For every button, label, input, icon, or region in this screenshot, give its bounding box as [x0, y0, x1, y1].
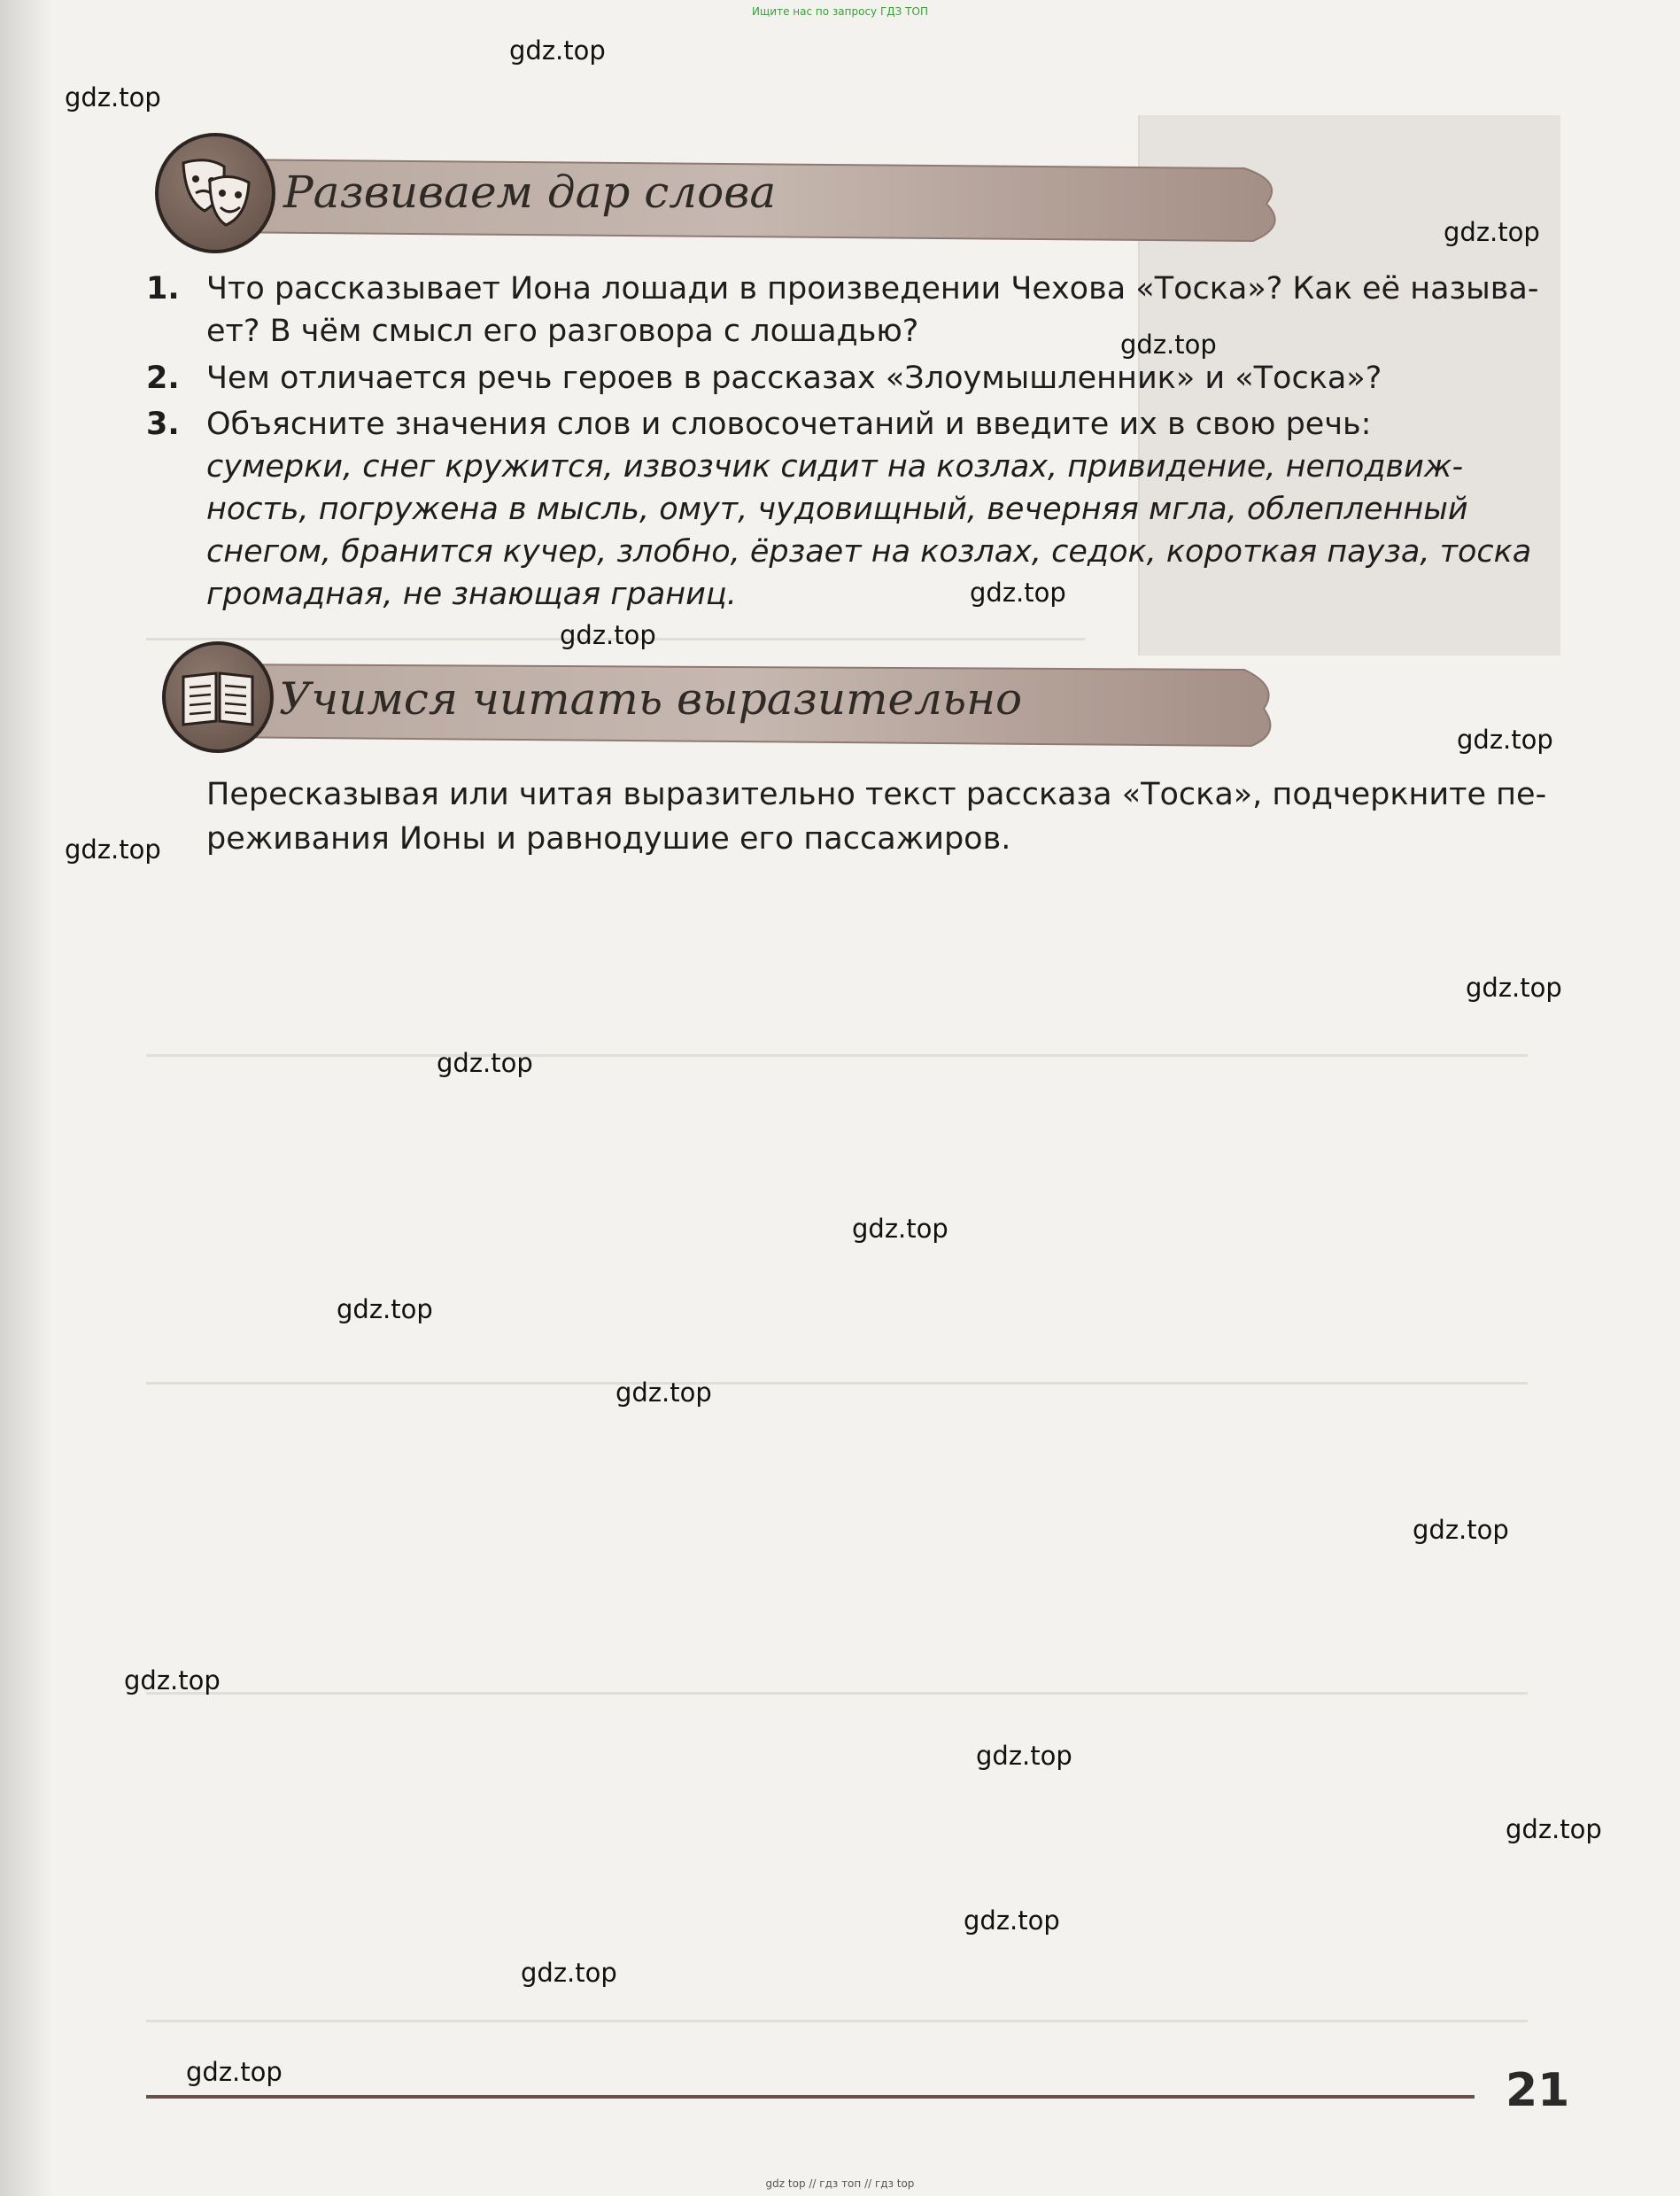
task-item-2	[146, 357, 1563, 400]
bleed-through-line	[146, 1054, 1528, 1057]
task-text: Объясните значения слов и словосочетаний и введите их в свою речь:	[206, 407, 1372, 442]
watermark: gdz.top	[964, 1905, 1060, 1936]
footer-rule	[146, 2095, 1475, 2099]
watermark: gdz.top	[1457, 725, 1553, 755]
watermark: gdz.top	[521, 1958, 617, 1988]
section-title-vocabulary: Развиваем дар слова	[283, 167, 777, 218]
vocabulary-word-list: сумерки, снег кружится, извозчик сидит на козлах, привидение, неподвиж-ность, погружена в мысль, омут, чудовищный, вечерняя мгла, облепленный снегом, бранится кучер, злобно, ёрзает на козлах, седок, короткая пауза, тоска громадная, не знающая границ.	[206, 449, 1532, 612]
watermark: gdz.top	[65, 82, 161, 113]
theatre-masks-icon	[155, 133, 275, 253]
task-item-3	[146, 403, 1563, 446]
open-book-icon	[162, 641, 274, 753]
watermark: gdz.top	[1444, 217, 1540, 247]
watermark: gdz.top	[186, 2057, 283, 2087]
section-banner-vocabulary	[146, 133, 1297, 257]
watermark: gdz.top	[509, 35, 606, 66]
task-text: Что рассказывает Иона лошади в произведении Чехова «Тоска»? Как её называ-ет? В чём смысл его разговора с лошадью?	[206, 271, 1539, 349]
watermark: gdz.top	[65, 834, 161, 865]
task-item-1	[146, 268, 1563, 353]
watermark: gdz.top	[1466, 973, 1562, 1003]
section-title-reading: Учимся читать выразительно	[279, 673, 1023, 725]
watermark: gdz.top	[560, 620, 656, 650]
watermark: gdz.top	[437, 1048, 533, 1078]
task-number: 1.	[146, 271, 180, 307]
page-binding-shadow	[0, 0, 53, 2196]
reading-task-text: Пересказывая или читая выразительно текст рассказа «Тоска», подчеркните пе-реживания Ионы и равнодушие его пассажиров.	[206, 777, 1547, 857]
watermark: gdz.top	[852, 1214, 948, 1244]
search-hint: Ищите нас по запросу ГДЗ ТОП	[752, 5, 928, 18]
watermark: gdz.top	[976, 1741, 1072, 1771]
watermark: gdz.top	[337, 1294, 433, 1324]
bleed-through-line	[146, 1692, 1528, 1695]
task-number: 3.	[146, 407, 180, 442]
bleed-through-line	[146, 1382, 1528, 1385]
page-number: 21	[1506, 2064, 1570, 2117]
watermark: gdz.top	[1506, 1814, 1602, 1844]
watermark: gdz.top	[1120, 330, 1217, 360]
watermark: gdz.top	[970, 578, 1066, 608]
watermark: gdz.top	[124, 1665, 221, 1695]
task-text: Чем отличается речь героев в рассказах «Злоумышленник» и «Тоска»?	[206, 361, 1382, 396]
bleed-through-line	[146, 2020, 1528, 2022]
section-banner-reading	[146, 638, 1297, 762]
bottom-watermark-note: gdz top // гдз топ // гдз top	[765, 2177, 915, 2190]
task-number: 2.	[146, 361, 180, 396]
watermark: gdz.top	[1413, 1515, 1509, 1545]
watermark: gdz.top	[615, 1377, 712, 1408]
